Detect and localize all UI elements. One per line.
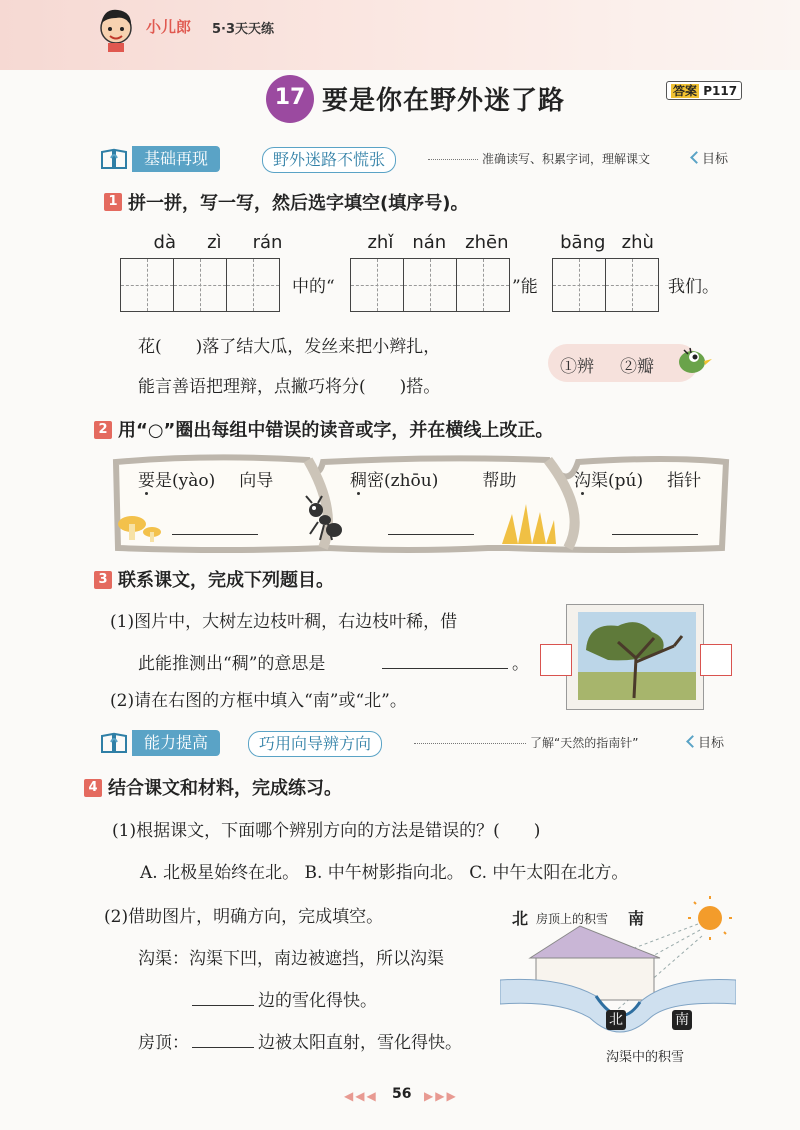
pinyin: rán [252,232,283,253]
section-subtitle: 巧用向导辨方向 [248,731,382,757]
brand-series: 5·3天天练 [212,22,275,37]
tree-photo [578,612,696,700]
word-pinyin: 密(zhōu) [367,471,439,491]
answer-line[interactable] [192,1005,254,1006]
writing-grid-1[interactable] [120,258,280,312]
choice-option-1: ①辨 [560,357,594,377]
question-number-1: 1 [104,193,122,211]
q4-part2: (2)借助图片，明确方向，完成填空。 [104,907,384,927]
answer-line[interactable] [388,534,474,535]
period: 。 [512,654,529,674]
question-3-title: 联系课文，完成下列题目。 [118,570,334,591]
pinyin: zhēn [465,232,509,253]
question-number-2: 2 [94,421,112,439]
q4-options: A. 北极星始终在北。 B. 中午树影指向北。 C. 中午太阳在北方。 [140,863,629,883]
ditch-sentence: 沟渠：沟渠下凹，南边被遮挡，所以沟渠 [138,949,444,969]
pinyin: dà [153,232,176,253]
open-book-icon [100,732,128,754]
section-header-basic [100,146,740,172]
question-number-4: 4 [84,779,102,797]
goal-tag: 目标 [690,148,728,167]
pinyin-group-1 [138,232,298,253]
ditch-north-label: 北 [606,1010,626,1030]
question-2-title: 用“○”圈出每组中错误的读音或字，并在横线上改正。 [118,420,554,441]
open-book-icon [100,148,128,170]
ant-icon [298,494,348,544]
pinyin: nán [412,232,447,253]
ditch-sentence-end: 边的雪化得快。 [258,991,377,1011]
answer-line[interactable] [382,668,508,669]
footer-left-arrows: ◀◀◀ [344,1089,378,1103]
lesson-title: 要是你在野外迷了路 [322,86,566,116]
dotted-char: 要 [138,471,155,491]
connector-text: 中的“ [292,277,335,297]
writing-grid-2[interactable] [350,258,510,312]
compass-south: 南 [628,909,645,928]
section-name: 基础再现 [132,146,220,172]
pinyin: zhǐ [367,232,394,253]
lesson-number-badge: 17 [266,75,314,123]
footer-right-arrows: ▶▶▶ [424,1089,458,1103]
dotted-divider [414,743,526,744]
q3-part1-line2: 此能推测出“稠”的意思是 [138,654,326,674]
pinyin: zhù [621,232,654,253]
answer-line[interactable] [612,534,698,535]
bird-icon [676,342,716,376]
diagram-caption: 沟渠中的积雪 [606,1050,685,1065]
mushroom-icon [110,506,170,546]
roof-snow-label: 房顶上的积雪 [536,912,609,926]
word-pinyin: 是(yào) [155,471,216,491]
dotted-char: 沟 [574,471,591,491]
q3-part1-line1: (1)图片中，大树左边枝叶稠，右边枝叶稀，借 [110,612,458,632]
choice-option-2: ②瓣 [620,357,654,377]
pinyin: bāng [560,232,606,253]
riddle-line-1: 花( )落了结大瓜，发丝来把小辫扎， [138,337,441,357]
section-subtitle: 野外迷路不慌张 [262,147,396,173]
mascot-boy-icon [96,6,136,52]
section-goal: 了解“天然的指南针” [530,736,639,750]
grass-icon [498,500,558,544]
page-number: 56 [392,1086,412,1102]
dotted-char: 稠 [350,471,367,491]
writing-grid-3[interactable] [552,258,659,312]
section-header-advanced [100,730,740,756]
section-name: 能力提高 [132,730,220,756]
connector-text: ”能 [512,277,538,297]
answer-label: 答案 [673,84,698,98]
q3-part2: (2)请在右图的方框中填入“南”或“北”。 [110,691,407,711]
answer-line[interactable] [172,534,258,535]
direction-box-left[interactable] [540,644,572,676]
connector-text: 我们。 [668,277,719,297]
roof-sentence-end: 边被太阳直射，雪化得快。 [258,1033,462,1053]
ditch-south-label: 南 [672,1010,692,1030]
pinyin-group-3 [552,232,662,253]
riddle-line-2: 能言善语把理辩，点撇巧将分( )搭。 [138,377,441,397]
section-goal: 准确读写、积累字词，理解课文 [482,152,651,166]
pinyin-group-2 [358,232,518,253]
compass-north: 北 [512,909,529,928]
word: 帮助 [482,471,517,491]
question-number-3: 3 [94,571,112,589]
direction-box-right[interactable] [700,644,732,676]
question-4-title: 结合课文和材料，完成练习。 [108,778,342,799]
word: 指针 [667,471,702,491]
word-group-3 [574,466,701,491]
word-group-2 [350,466,516,491]
goal-tag: 目标 [686,732,724,751]
roof-label: 房顶： [138,1033,189,1053]
q4-part1: (1)根据课文，下面哪个辨别方向的方法是错误的？( ) [112,821,541,841]
word-pinyin: 渠(pú) [591,471,644,491]
question-1-title: 拼一拼，写一写，然后选字填空(填序号)。 [128,193,469,214]
word: 向导 [239,471,274,491]
word-group-1 [138,466,273,491]
answer-page-tag [666,81,742,100]
brand-name: 小儿郎 [146,18,192,36]
dotted-divider [428,159,478,160]
answer-line[interactable] [192,1047,254,1048]
pinyin: zì [207,232,222,253]
answer-page: P117 [703,84,738,98]
